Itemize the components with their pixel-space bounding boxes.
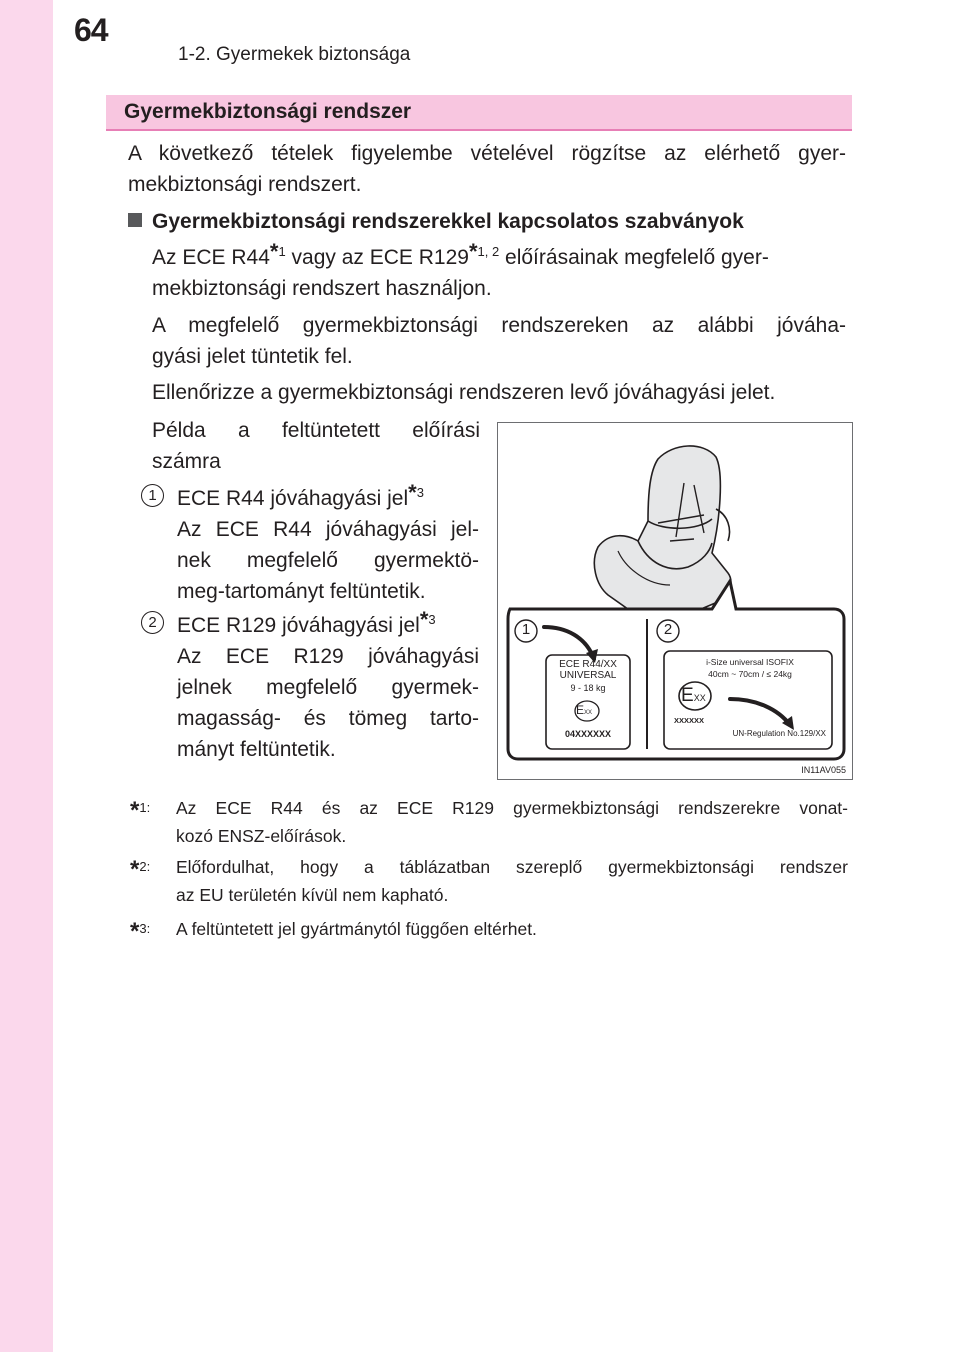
footnote-ref: *1, 2 xyxy=(468,239,500,264)
r129-e-mark: EXX xyxy=(681,685,706,706)
r44-label-line-3: 9 - 18 kg xyxy=(570,683,606,693)
figure-callout-1: 1 xyxy=(521,621,531,638)
subsection-title: Gyermekbiztonsági rendszerekkel kapcsolatos szabványok xyxy=(152,210,744,233)
check-paragraph: Ellenőrizze a gyermekbiztonsági rendszeren levő jóváhagyási jelet. xyxy=(152,381,776,404)
footnote-1-line-2: kozó ENSZ-előírások. xyxy=(176,826,347,846)
footnote-2 xyxy=(130,853,860,913)
item-2-number-badge: 2 xyxy=(141,611,164,634)
para1-text-a: Az ECE R44 xyxy=(152,246,270,269)
footnote-2-line-2: az EU területén kívül nem kapható. xyxy=(176,885,449,905)
item-1-title: ECE R44 jóváhagyási jel$^{*3}$ xyxy=(177,480,424,510)
item-2-line-3: magasság- és tömeg tarto- xyxy=(177,707,479,730)
footnote-3 xyxy=(130,915,860,947)
r44-e-mark: EXX xyxy=(576,703,593,717)
para1-text-b: vagy az ECE R129 xyxy=(285,246,469,269)
example-line-1: Példa a feltüntetett előírási xyxy=(152,419,480,442)
approval-paragraph-line-1: A megfelelő gyermekbiztonsági rendszereken az alábbi jóváha- xyxy=(152,314,846,337)
footnote-3-line-1: A feltüntetett jel gyártmánytól függően eltérhet. xyxy=(176,919,537,939)
item-1-line-3: meg-tartományt feltüntetik. xyxy=(177,580,426,603)
footnote-1 xyxy=(130,794,860,854)
footnote-2-line-1: Előfordulhat, hogy a táblázatban szereplő gyermekbiztonsági rendszer xyxy=(176,857,848,877)
footnote-1-line-1: Az ECE R44 és az ECE R129 gyermekbiztonsági rendszerekre vonat- xyxy=(176,798,848,818)
running-title: 1-2. Gyermekek biztonsága xyxy=(178,44,411,65)
intro-line-2: mekbiztonsági rendszert. xyxy=(128,173,362,196)
approval-paragraph-line-2: gyási jelet tüntetik fel. xyxy=(152,345,353,368)
footnote-3-mark: *3: xyxy=(130,918,151,945)
r129-regulation-label: UN-Regulation No.129/XX xyxy=(732,729,826,738)
item-1-line-2: nek megfelelő gyermektö- xyxy=(177,549,479,572)
intro-line-1: A következő tételek figyelembe vételével rögzítse az elérhető gyer- xyxy=(128,142,846,165)
figure-callout-2: 2 xyxy=(663,621,673,638)
example-line-2: számra xyxy=(152,450,221,473)
standards-paragraph-line-1 xyxy=(152,239,852,273)
page-number: 64 xyxy=(74,12,108,48)
r129-label-line-2: 40cm ~ 70cm / ≤ 24kg xyxy=(708,669,792,679)
footnote-2-mark: *2: xyxy=(130,856,151,883)
para1-text-c: előírásainak megfelelő gyer- xyxy=(499,246,769,269)
child-seat-figure xyxy=(497,422,853,780)
item-2-line-4: mányt feltüntetik. xyxy=(177,738,336,761)
item-2-title: ECE R129 jóváhagyási jel$^{*3}$ xyxy=(177,607,436,637)
section-title-bar xyxy=(106,95,852,131)
item-1-number-badge: 1 xyxy=(141,484,164,507)
figure-id: IN11AV055 xyxy=(801,765,846,775)
standards-paragraph-line-2: mekbiztonsági rendszert használjon. xyxy=(152,277,492,300)
subsection-heading xyxy=(128,206,744,237)
item-2-line-1: Az ECE R129 jóváhagyási xyxy=(177,645,479,668)
r44-approval-code: 04XXXXXX xyxy=(564,729,612,739)
r129-label-line-1: i-Size universal ISOFIX xyxy=(706,657,794,667)
item-1-line-1: Az ECE R44 jóváhagyási jel- xyxy=(177,518,479,541)
r44-label-line-1: ECE R44/XX xyxy=(559,659,617,670)
r129-approval-code: XXXXXX xyxy=(674,716,705,725)
footnote-ref: *1 xyxy=(269,239,286,264)
square-bullet-icon xyxy=(128,213,142,227)
section-title: Gyermekbiztonsági rendszer xyxy=(124,100,412,123)
page-side-band xyxy=(0,0,53,1352)
child-seat-illustration xyxy=(498,423,854,781)
item-2-line-2: jelnek megfelelő gyermek- xyxy=(177,676,479,699)
footnote-1-mark: *1: xyxy=(130,797,151,824)
r44-label-line-2: UNIVERSAL xyxy=(559,670,617,681)
